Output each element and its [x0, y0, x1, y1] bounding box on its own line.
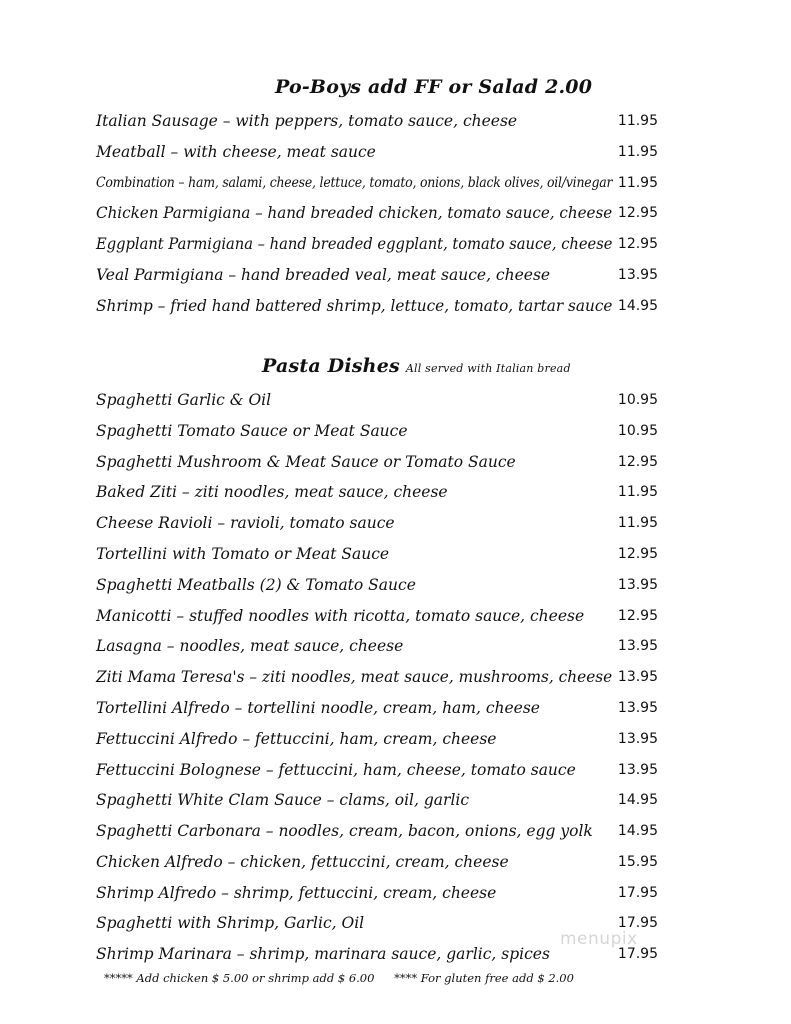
item-name: Combination – ham, salami, cheese, lettuce, tomato, onions, black olives, oil/vinegar	[96, 175, 613, 191]
item-name: Shrimp Alfredo – shrimp, fettuccini, cream, cheese	[96, 884, 497, 902]
item-price: 11.95	[617, 113, 658, 129]
item-name: Chicken Alfredo – chicken, fettuccini, cream, cheese	[96, 853, 509, 871]
item-name: Spaghetti Meatballs (2) & Tomato Sauce	[96, 576, 416, 594]
item-price: 10.95	[617, 392, 658, 408]
menu-item	[96, 294, 658, 318]
menu-item	[96, 881, 658, 905]
item-name: Spaghetti Garlic & Oil	[96, 391, 272, 409]
menu-item	[96, 696, 658, 720]
footer-note-gluten-free: **** For gluten free add $ 2.00	[394, 971, 574, 985]
menu-item	[96, 850, 658, 874]
item-price: 11.95	[617, 175, 658, 191]
item-price: 12.95	[617, 236, 658, 252]
item-name: Spaghetti Carbonara – noodles, cream, bacon, onions, egg yolk	[96, 822, 593, 840]
item-price: 17.95	[617, 946, 658, 962]
footer-note-chicken-shrimp: ***** Add chicken $ 5.00 or shrimp add $ 6.00	[104, 971, 375, 985]
item-name: Lasagna – noodles, meat sauce, cheese	[96, 637, 404, 655]
item-price: 17.95	[617, 885, 658, 901]
item-name: Veal Parmigiana – hand breaded veal, meat sauce, cheese	[96, 266, 551, 284]
menu-item	[96, 604, 658, 628]
item-name: Italian Sausage – with peppers, tomato sauce, cheese	[96, 112, 518, 130]
item-price: 13.95	[617, 577, 658, 593]
item-name: Shrimp – fried hand battered shrimp, lettuce, tomato, tartar sauce	[96, 297, 613, 315]
menu-item	[96, 758, 658, 782]
item-price: 13.95	[617, 669, 658, 685]
item-price: 11.95	[617, 515, 658, 531]
item-price: 17.95	[617, 915, 658, 931]
menu-item	[96, 232, 658, 256]
item-name: Cheese Ravioli – ravioli, tomato sauce	[96, 514, 395, 532]
item-name: Spaghetti Tomato Sauce or Meat Sauce	[96, 422, 408, 440]
menu-item	[96, 450, 658, 474]
item-name: Eggplant Parmigiana – hand breaded eggplant, tomato sauce, cheese	[96, 235, 613, 253]
poboys-title: Po-Boys add FF or Salad 2.00	[275, 76, 593, 98]
item-name: Spaghetti with Shrimp, Garlic, Oil	[96, 914, 365, 932]
menu-item	[96, 171, 658, 195]
item-price: 14.95	[617, 298, 658, 314]
menu-item	[96, 665, 658, 689]
item-price: 11.95	[617, 484, 658, 500]
item-name: Meatball – with cheese, meat sauce	[96, 143, 376, 161]
pasta-heading	[262, 355, 571, 377]
footer-notes	[104, 971, 590, 985]
menu-item	[96, 388, 658, 412]
item-name: Fettuccini Alfredo – fettuccini, ham, cream, cheese	[96, 730, 497, 748]
item-price: 13.95	[617, 700, 658, 716]
item-name: Tortellini with Tomato or Meat Sauce	[96, 545, 390, 563]
pasta-subtitle: All served with Italian bread	[405, 362, 571, 375]
item-name: Spaghetti Mushroom & Meat Sauce or Tomato Sauce	[96, 453, 516, 471]
watermark-logo: menupix	[560, 929, 638, 949]
pasta-title: Pasta Dishes	[262, 355, 400, 377]
item-price: 12.95	[617, 608, 658, 624]
poboys-heading	[275, 76, 592, 98]
item-name: Baked Ziti – ziti noodles, meat sauce, cheese	[96, 483, 448, 501]
item-name: Chicken Parmigiana – hand breaded chicken, tomato sauce, cheese	[96, 204, 613, 222]
item-name: Ziti Mama Teresa's – ziti noodles, meat sauce, mushrooms, cheese	[96, 668, 613, 686]
item-price: 12.95	[617, 454, 658, 470]
item-price: 12.95	[617, 205, 658, 221]
menu-item	[96, 634, 658, 658]
menu-item	[96, 727, 658, 751]
item-price: 10.95	[617, 423, 658, 439]
item-price: 11.95	[617, 144, 658, 160]
item-name: Manicotti – stuffed noodles with ricotta, tomato sauce, cheese	[96, 607, 585, 625]
menu-item	[96, 819, 658, 843]
menu-item	[96, 419, 658, 443]
item-price: 14.95	[617, 823, 658, 839]
item-name: Tortellini Alfredo – tortellini noodle, cream, ham, cheese	[96, 699, 540, 717]
menu-item	[96, 263, 658, 287]
menu-item	[96, 140, 658, 164]
item-price: 12.95	[617, 546, 658, 562]
menu-item	[96, 788, 658, 812]
menu-item	[96, 511, 658, 535]
item-name: Fettuccini Bolognese – fettuccini, ham, cheese, tomato sauce	[96, 761, 576, 779]
menu-item	[96, 201, 658, 225]
item-price: 13.95	[617, 731, 658, 747]
item-name: Shrimp Marinara – shrimp, marinara sauce, garlic, spices	[96, 945, 550, 963]
item-price: 13.95	[617, 762, 658, 778]
menu-item	[96, 573, 658, 597]
item-price: 13.95	[617, 267, 658, 283]
item-name: Spaghetti White Clam Sauce – clams, oil, garlic	[96, 791, 470, 809]
menu-item	[96, 109, 658, 133]
item-price: 15.95	[617, 854, 658, 870]
item-price: 14.95	[617, 792, 658, 808]
menu-item	[96, 542, 658, 566]
menu-item	[96, 480, 658, 504]
item-price: 13.95	[617, 638, 658, 654]
